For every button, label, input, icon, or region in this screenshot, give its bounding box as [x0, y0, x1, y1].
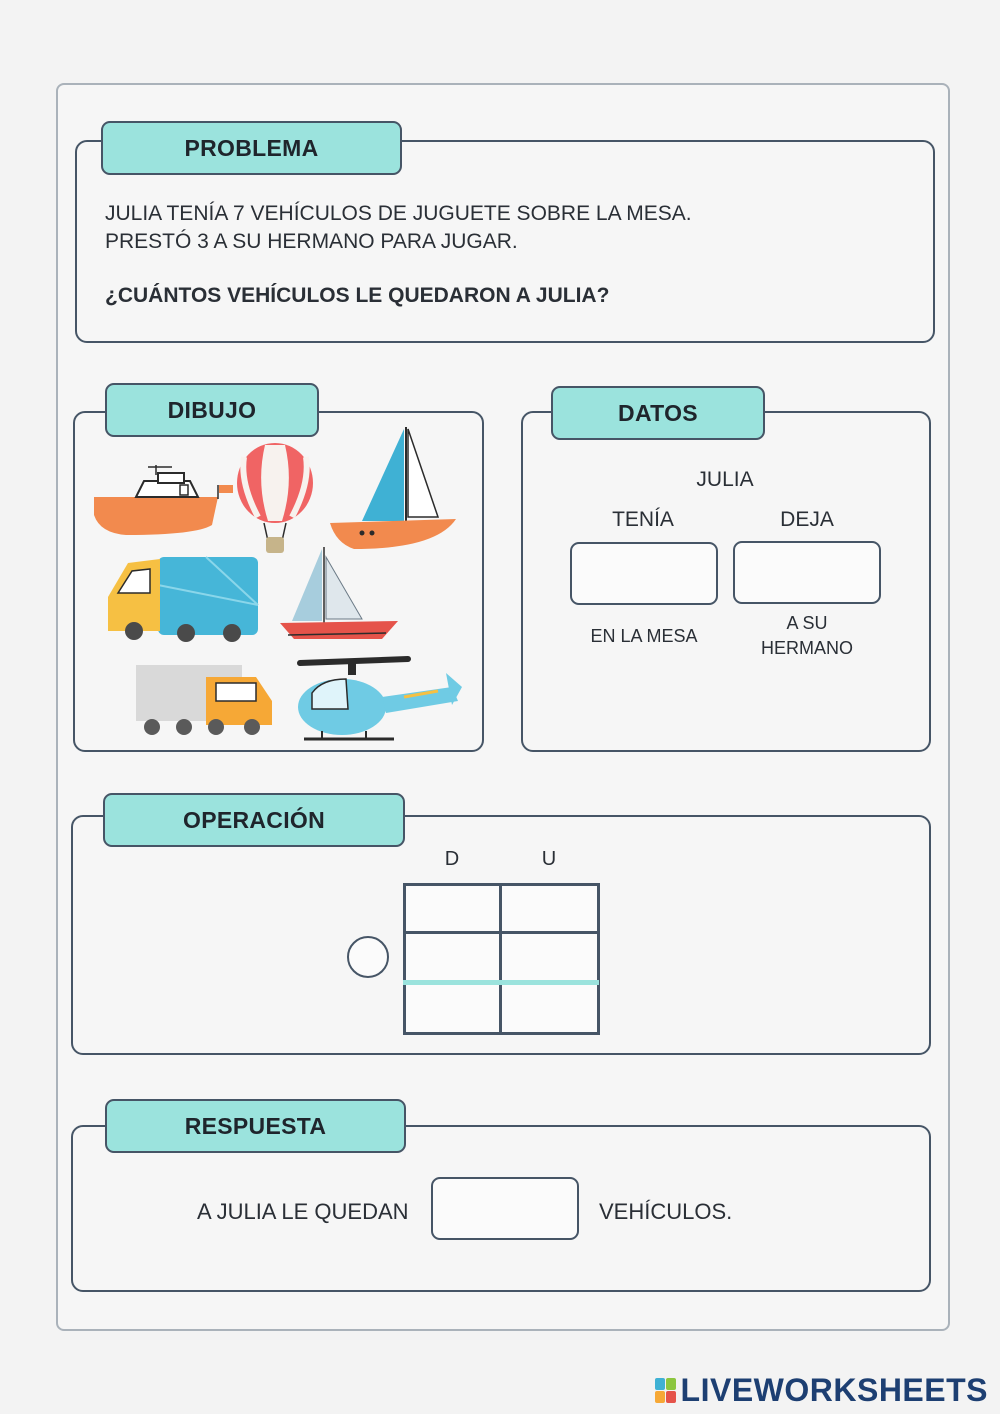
- column-d-label: D: [444, 848, 460, 870]
- liveworksheets-label: LIVEWORKSHEETS: [680, 1372, 988, 1408]
- dibujo-tab: DIBUJO: [105, 383, 319, 437]
- answer-input-box[interactable]: [431, 1177, 579, 1240]
- deja-caption-line-2: HERMANO: [760, 638, 853, 658]
- liveworksheets-icon: [655, 1378, 677, 1404]
- tenia-input-box[interactable]: [570, 542, 718, 605]
- ship-icon: [280, 547, 398, 639]
- helicopter-icon: [298, 659, 462, 739]
- operacion-tab: OPERACIÓN: [103, 793, 405, 847]
- grid-cell-u2[interactable]: [501, 932, 599, 982]
- truck-icon: [136, 665, 272, 735]
- column-u-label: U: [541, 848, 557, 870]
- problem-question: ¿CUÁNTOS VEHÍCULOS LE QUEDARON A JULIA?: [105, 284, 610, 307]
- answer-prefix: A JULIA LE QUEDAN: [197, 1199, 409, 1224]
- grid-border-right: [597, 883, 600, 1035]
- grid-border-left: [403, 883, 406, 1035]
- operator-circle[interactable]: [347, 936, 389, 978]
- vehicles-illustration: [86, 425, 476, 745]
- liveworksheets-logo: [655, 1372, 988, 1409]
- datos-tab: DATOS: [551, 386, 765, 440]
- grid-cell-d3[interactable]: [403, 982, 501, 1034]
- tenia-caption: EN LA MESA: [590, 626, 698, 646]
- deja-caption-line-1: A SU: [786, 613, 828, 633]
- grid-result-line: [403, 980, 599, 985]
- hot-air-balloon-icon: [237, 443, 313, 553]
- deja-input-box[interactable]: [733, 541, 881, 604]
- datos-name: JULIA: [696, 468, 754, 491]
- boat-icon: [94, 465, 233, 535]
- answer-suffix: VEHÍCULOS.: [599, 1199, 733, 1224]
- grid-cell-d1[interactable]: [403, 883, 501, 932]
- grid-divider-row1: [403, 931, 599, 934]
- deja-header: DEJA: [780, 508, 834, 531]
- van-icon: [108, 557, 258, 642]
- problema-tab: PROBLEMA: [101, 121, 402, 175]
- problem-line-2: PRESTÓ 3 A SU HERMANO PARA JUGAR.: [105, 230, 518, 253]
- problem-line-1: JULIA TENÍA 7 VEHÍCULOS DE JUGUETE SOBRE LA MESA.: [105, 202, 692, 225]
- tenia-header: TENÍA: [612, 508, 674, 531]
- respuesta-tab: RESPUESTA: [105, 1099, 406, 1153]
- grid-cell-u1[interactable]: [501, 883, 599, 932]
- grid-cell-u3[interactable]: [501, 982, 599, 1034]
- sailboat-icon: [330, 427, 456, 549]
- grid-divider-vertical: [499, 883, 502, 1035]
- grid-cell-d2[interactable]: [403, 932, 501, 982]
